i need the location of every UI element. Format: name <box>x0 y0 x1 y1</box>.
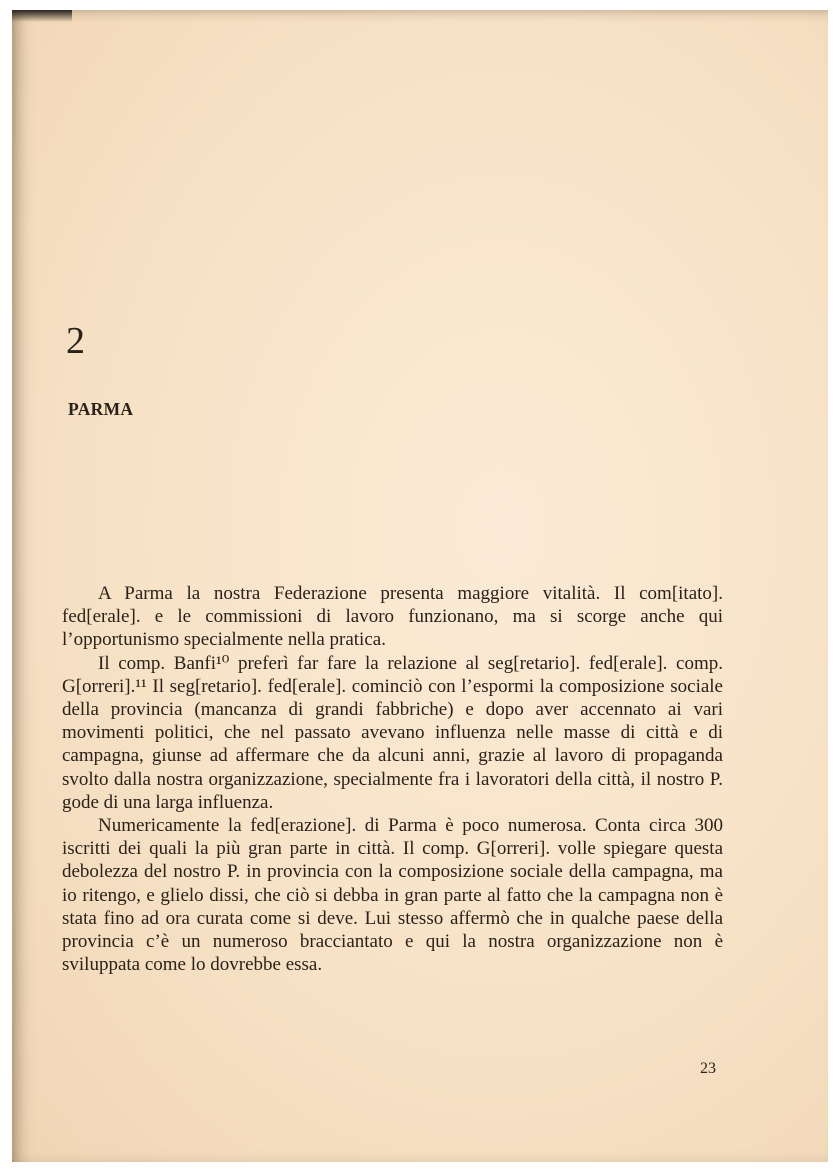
paragraph-1: A Parma la nostra Federazione presenta maggiore vitalità. Il com[itato]. fed[erale]. e le commissioni di lavoro funzionano, ma si scorge anche qui l’opportunismo specialmente nella pratica. <box>62 583 723 651</box>
page-corner-shadow <box>12 10 72 22</box>
chapter-body <box>62 582 723 976</box>
paragraph-2: Il comp. Banfi¹⁰ preferì far fare la relazione al seg[retario]. fed[erale]. comp. G[orreri].¹¹ Il seg[retario]. fed[erale]. cominciò con l’espormi la composizione sociale della provincia (mancanza di grandi fabbriche) e dopo aver accennato ai vari movimenti politici, che nel passato avevano influenza nelle masse di città e di campagna, giunse ad affermare che da alcuni anni, grazie al lavoro di propaganda svolto dalla nostra organizzazione, specialmente fra i lavoratori della città, il nostro P. gode di una larga influenza. <box>62 652 723 813</box>
chapter-title: PARMA <box>68 399 134 419</box>
page-number: 23 <box>700 1060 716 1077</box>
chapter-number: 2 <box>66 320 85 362</box>
paragraph-3: Numericamente la fed[erazione]. di Parma è poco numerosa. Conta circa 300 iscritti dei quali la più gran parte in città. Il comp. G[orreri]. volle spiegare questa debolezza del nostro P. in provincia con la composizione sociale della campagna, ma io ritengo, e glielo dissi, che ciò si debba in gran parte al fatto che la campagna non è stata fino ad ora curata come si deve. Lui stesso affermò che in qualche paese della provincia c’è un numeroso bracciantato e qui la nostra organizzazione non è sviluppata come lo dovrebbe essa. <box>62 815 723 976</box>
